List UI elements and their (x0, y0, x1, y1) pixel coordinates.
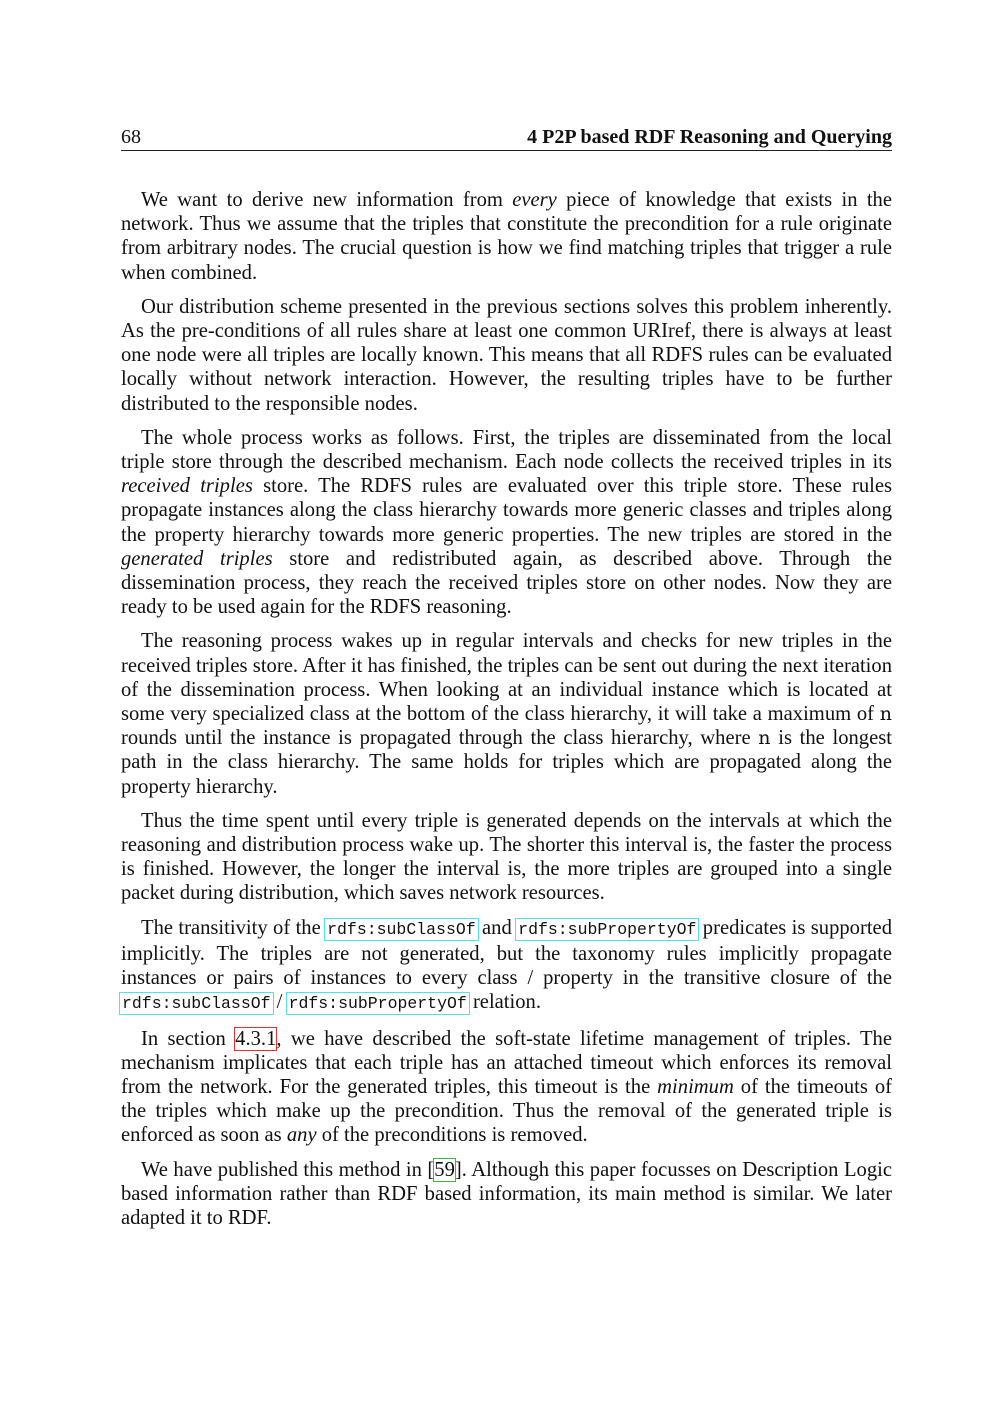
code-link-subpropertyof[interactable]: rdfs:subPropertyOf (288, 994, 467, 1014)
paragraph-8: We have published this method in [59]. Although this paper focusses on Description Logic based information rather than RDF based information, its main method is similar. We later adapted it to RDF. (121, 1158, 892, 1229)
citation-link[interactable]: 59 (434, 1158, 455, 1181)
emphasis-any: any (286, 1124, 317, 1147)
body-text (121, 188, 892, 1240)
emphasis-minimum: minimum (657, 1075, 734, 1098)
page-header (121, 126, 892, 151)
paragraph-2: Our distribution scheme presented in the previous sections solves this problem inherently. As the pre-conditions of all rules share at least one common URIref, there is always at least one node were all triples are locally known. This means that all RDFS rules can be evaluated locally without network interaction. However, the resulting triples have to be further distributed to the responsible nodes. (121, 295, 892, 415)
emphasis-every: every (512, 189, 557, 211)
code-link-subclassof[interactable]: rdfs:subClassOf (327, 919, 476, 939)
paragraph-1: We want to derive new information from every piece of knowledge that exists in the network. Thus we assume that the triples that constitute the precondition for a rule originate from arbitrary nodes. The crucial question is how we find matching triples that trigger a rule when combined. (121, 189, 892, 284)
paragraph-5: Thus the time spent until every triple is generated depends on the intervals at which the reasoning and distribution process wake up. The shorter this interval is, the faster the process is finished. However, the longer the interval is, the more triples are grouped into a single packet during distribution, which saves network resources. (121, 809, 892, 905)
paragraph-3: The whole process works as follows. First, the triples are disseminated from the local triple store through the described mechanism. Each node collects the received triples in its received triples store. The RDFS rules are evaluated over this triple store. These rules propagate instances along the class hierarchy towards more generic classes and triples along the property hierarchy towards more generic properties. The new triples are stored in the generated triples store and redistributed again, as described above. Through the dissemination process, they reach the received triples store on other nodes. Now they are ready to be used again for the RDFS reasoning. (121, 426, 893, 619)
code-link-subpropertyof[interactable]: rdfs:subPropertyOf (518, 919, 697, 939)
emphasis-received-triples: received triples (121, 475, 253, 498)
math-n: n (758, 727, 771, 750)
paragraph-7: In section 4.3.1, we have described the soft-state lifetime management of triples. The mechanism implicates that each triple has an attached timeout which enforces its removal from the network. For the generated triples, this timeout is the minimum of the timeouts of the triples which make up the precondition. Thus the removal of the generated triple is enforced as soon as any of the preconditions is removed. (121, 1027, 892, 1147)
page-number: 68 (121, 126, 141, 148)
code-link-subclassof[interactable]: rdfs:subClassOf (122, 994, 271, 1014)
section-reference-link[interactable]: 4.3.1 (235, 1027, 277, 1050)
paragraph-6: The transitivity of the rdfs:subClassOf and rdfs:subPropertyOf predicates is supported implicitly. The triples are not generated, but the taxonomy rules implicitly propagate instances or pairs of instances to every class / property in the transitive closure of the rdfs:subClassOf / rdfs:subPropertyOf relation. (121, 916, 892, 1014)
paragraph-4: The reasoning process wakes up in regular intervals and checks for new triples in the received triples store. After it has finished, the triples can be sent out during the next iteration of the dissemination process. When looking at an individual instance which is located at some very specialized class at the bottom of the class hierarchy, it will take a maximum of n rounds until the instance is propagated through the class hierarchy, where n is the longest path in the class hierarchy. The same holds for triples which are propagated along the property hierarchy. (121, 630, 892, 798)
running-title: 4 P2P based RDF Reasoning and Querying (527, 126, 892, 148)
emphasis-generated-triples: generated triples (121, 547, 273, 570)
math-n: n (879, 703, 892, 726)
